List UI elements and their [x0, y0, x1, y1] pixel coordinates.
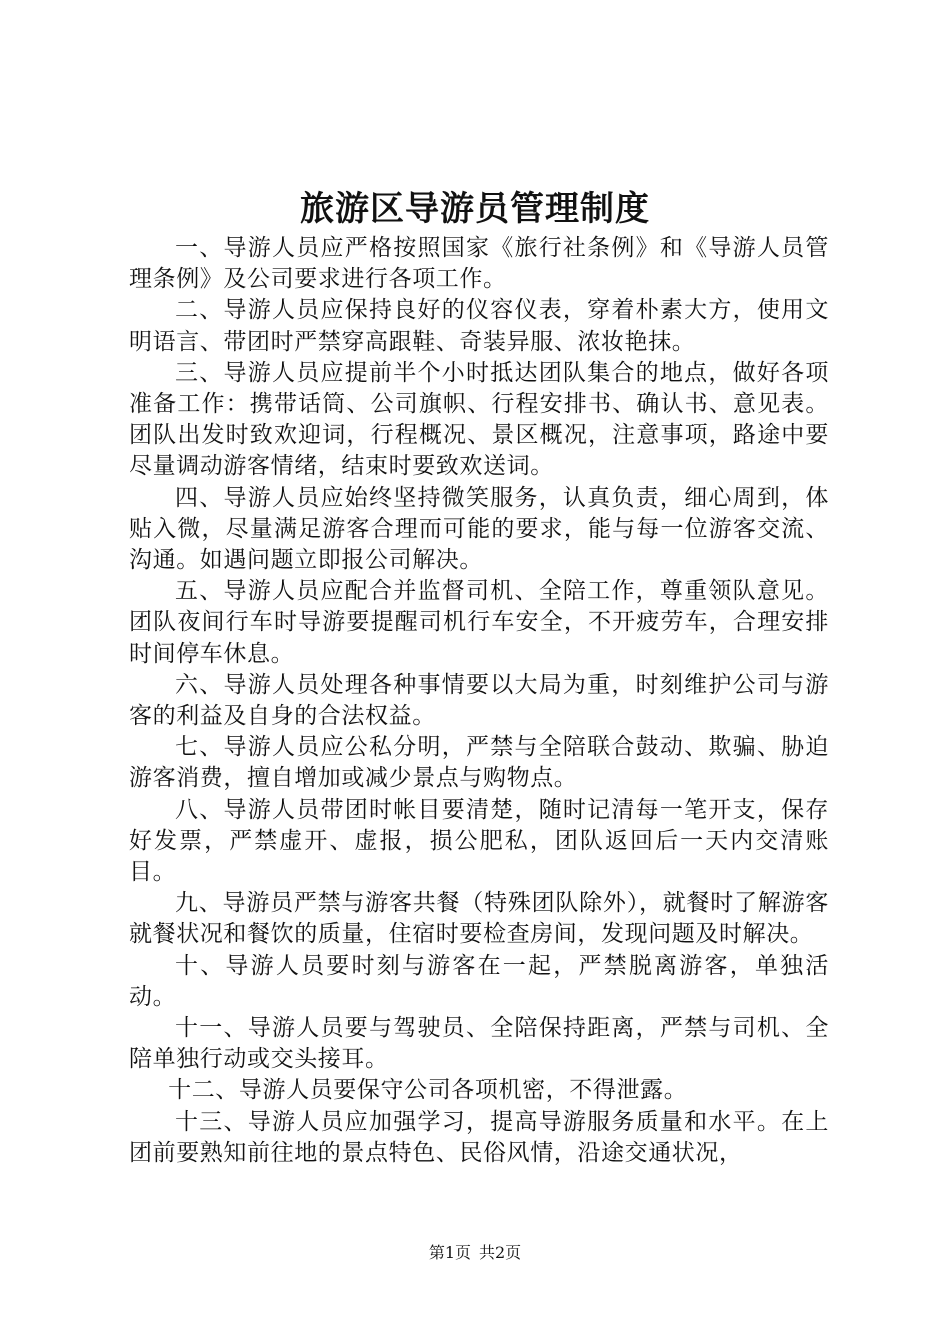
- paragraph-2: 二、导游人员应保持良好的仪容仪表，穿着朴素大方，使用文明语言、带团时严禁穿高跟鞋、奇装异服、浓妆艳抹。: [129, 297, 829, 355]
- paragraph-7: 七、导游人员应公私分明，严禁与全陪联合鼓动、欺骗、胁迫游客消费，擅自增加或减少景点与购物点。: [129, 734, 829, 792]
- paragraph-11: 十一、导游人员要与驾驶员、全陪保持距离，严禁与司机、全陪单独行动或交头接耳。: [129, 1015, 829, 1073]
- paragraph-13: 十三、导游人员应加强学习，提高导游服务质量和水平。在上团前要熟知前往地的景点特色、民俗风情，沿途交通状况，: [129, 1108, 829, 1166]
- paragraph-1: 一、导游人员应严格按照国家《旅行社条例》和《导游人员管理条例》及公司要求进行各项工作。: [129, 235, 829, 293]
- paragraph-12: 十二、导游人员要保守公司各项机密，不得泄露。: [168, 1077, 688, 1104]
- paragraph-4: 四、导游人员应始终坚持微笑服务，认真负责，细心周到，体贴入微，尽量满足游客合理而可能的要求，能与每一位游客交流、沟通。如遇问题立即报公司解决。: [129, 484, 829, 574]
- paragraph-10: 十、导游人员要时刻与游客在一起，严禁脱离游客，单独活动。: [129, 952, 829, 1010]
- page-total: 共2页: [479, 1243, 522, 1262]
- page-number: 第1页: [428, 1243, 471, 1262]
- paragraph-5: 五、导游人员应配合并监督司机、全陪工作，尊重领队意见。团队夜间行车时导游要提醒司机行车安全，不开疲劳车，合理安排时间停车休息。: [129, 578, 829, 667]
- document-body: [129, 233, 829, 1169]
- paragraph-8: 八、导游人员带团时帐目要清楚，随时记清每一笔开支，保存好发票，严禁虚开、虚报，损公肥私，团队返回后一天内交清账目。: [129, 796, 829, 886]
- paragraph-9: 九、导游员严禁与游客共餐（特殊团队除外），就餐时了解游客就餐状况和餐饮的质量，住宿时要检查房间，发现问题及时解决。: [129, 890, 829, 948]
- document-title: 旅游区导游员管理制度: [300, 189, 650, 229]
- page-footer: [0, 1242, 950, 1264]
- paragraph-3: 三、导游人员应提前半个小时抵达团队集合的地点，做好各项准备工作：携带话筒、公司旗帜、行程安排书、确认书、意见表。团队出发时致欢迎词，行程概况、景区概况，注意事项，路途中要尽量调动游客情绪，结束时要致欢送词。: [129, 359, 829, 480]
- paragraph-6: 六、导游人员处理各种事情要以大局为重，时刻维护公司与游客的利益及自身的合法权益。: [129, 671, 829, 730]
